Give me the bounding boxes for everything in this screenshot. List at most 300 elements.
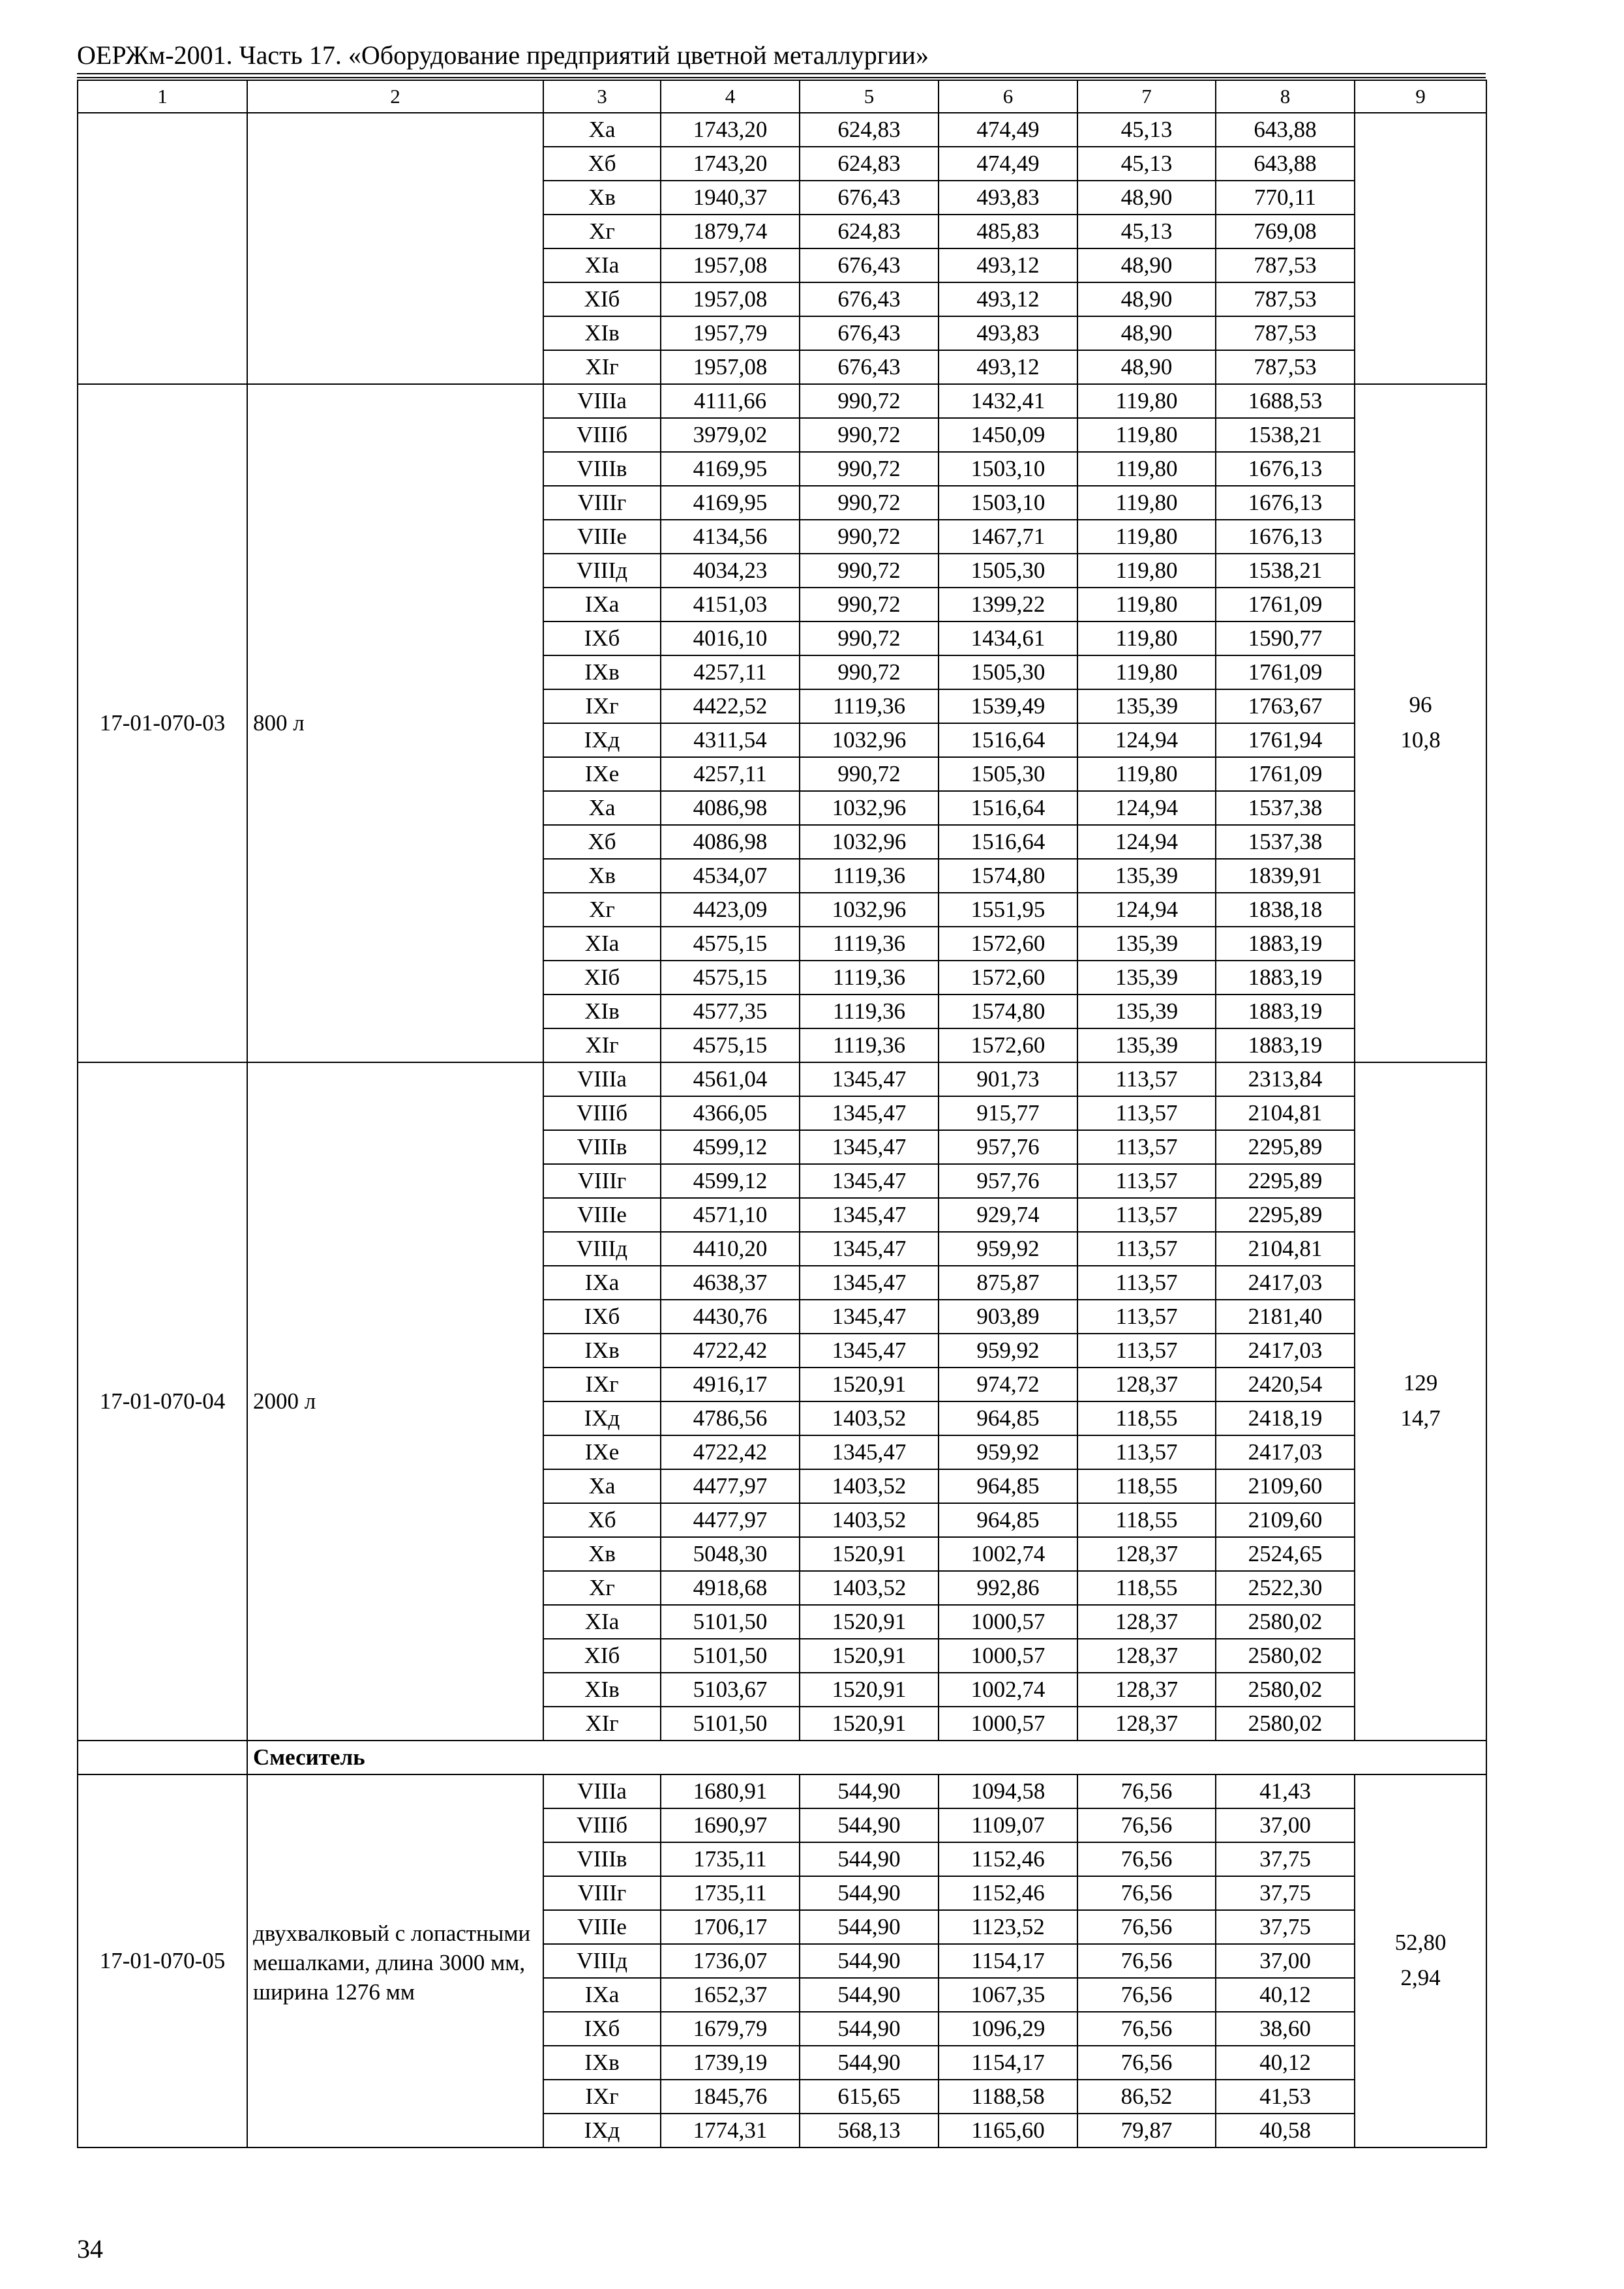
machinists-wage-cell: 124,94 bbox=[1077, 723, 1216, 757]
labor-cost-cell: 1032,96 bbox=[800, 893, 939, 927]
total-cost-cell: 4577,35 bbox=[661, 995, 800, 1028]
total-cost-cell: 4599,12 bbox=[661, 1130, 800, 1164]
machines-cost-cell: 1505,30 bbox=[939, 655, 1077, 689]
region-cell: IXв bbox=[543, 2046, 661, 2080]
machines-cost-cell: 485,83 bbox=[939, 215, 1077, 248]
materials-cost-cell: 37,75 bbox=[1216, 1842, 1355, 1876]
region-cell: VIIIa bbox=[543, 1774, 661, 1808]
machinists-wage-cell: 124,94 bbox=[1077, 893, 1216, 927]
column-number: 8 bbox=[1216, 80, 1355, 113]
machinists-wage-cell: 76,56 bbox=[1077, 1774, 1216, 1808]
labor-cost-cell: 1345,47 bbox=[800, 1096, 939, 1130]
region-cell: IXд bbox=[543, 2114, 661, 2147]
machinists-wage-cell: 119,80 bbox=[1077, 757, 1216, 791]
materials-cost-cell: 2104,81 bbox=[1216, 1232, 1355, 1266]
machines-cost-cell: 1000,57 bbox=[939, 1639, 1077, 1673]
materials-cost-cell: 770,11 bbox=[1216, 181, 1355, 215]
machines-cost-cell: 1516,64 bbox=[939, 723, 1077, 757]
materials-cost-cell: 1537,38 bbox=[1216, 825, 1355, 859]
total-cost-cell: 4086,98 bbox=[661, 825, 800, 859]
labor-cost-cell: 676,43 bbox=[800, 248, 939, 282]
machinists-wage-cell: 113,57 bbox=[1077, 1435, 1216, 1469]
machinists-wage-cell: 113,57 bbox=[1077, 1232, 1216, 1266]
total-cost-cell: 4575,15 bbox=[661, 1028, 800, 1062]
machines-cost-cell: 1154,17 bbox=[939, 2046, 1077, 2080]
labor-cost-cell: 1345,47 bbox=[800, 1266, 939, 1300]
materials-cost-cell: 2580,02 bbox=[1216, 1605, 1355, 1639]
machines-cost-cell: 957,76 bbox=[939, 1130, 1077, 1164]
item-description-cell: 800 л bbox=[247, 384, 543, 1062]
region-cell: VIIIe bbox=[543, 520, 661, 554]
region-cell: IXв bbox=[543, 1334, 661, 1368]
total-cost-cell: 1690,97 bbox=[661, 1808, 800, 1842]
total-cost-cell: 1957,79 bbox=[661, 316, 800, 350]
region-cell: IXв bbox=[543, 655, 661, 689]
item-description-cell: 2000 л bbox=[247, 1062, 543, 1741]
region-cell: VIIIб bbox=[543, 1096, 661, 1130]
total-cost-cell: 4575,15 bbox=[661, 961, 800, 995]
materials-cost-cell: 769,08 bbox=[1216, 215, 1355, 248]
column-number: 5 bbox=[800, 80, 939, 113]
labor-cost-cell: 1119,36 bbox=[800, 689, 939, 723]
region-cell: VIIIб bbox=[543, 418, 661, 452]
total-cost-cell: 1735,11 bbox=[661, 1876, 800, 1910]
machinists-wage-cell: 119,80 bbox=[1077, 588, 1216, 621]
labor-hours-cell bbox=[1355, 1062, 1486, 1741]
machinists-wage-cell: 76,56 bbox=[1077, 2046, 1216, 2080]
materials-cost-cell: 37,75 bbox=[1216, 1876, 1355, 1910]
labor-cost-cell: 1520,91 bbox=[800, 1368, 939, 1401]
region-cell: XIв bbox=[543, 316, 661, 350]
labor-cost-cell: 544,90 bbox=[800, 1808, 939, 1842]
labor-cost-cell: 1520,91 bbox=[800, 1673, 939, 1707]
machines-cost-cell: 1467,71 bbox=[939, 520, 1077, 554]
materials-cost-cell: 40,58 bbox=[1216, 2114, 1355, 2147]
labor-cost-cell: 1345,47 bbox=[800, 1300, 939, 1334]
machinists-wage-cell: 48,90 bbox=[1077, 248, 1216, 282]
region-cell: XIг bbox=[543, 350, 661, 384]
materials-cost-cell: 2295,89 bbox=[1216, 1130, 1355, 1164]
labor-cost-cell: 1520,91 bbox=[800, 1707, 939, 1741]
materials-cost-cell: 2524,65 bbox=[1216, 1537, 1355, 1571]
machinists-wage-cell: 118,55 bbox=[1077, 1401, 1216, 1435]
machines-cost-cell: 1002,74 bbox=[939, 1537, 1077, 1571]
machinists-wage-cell: 45,13 bbox=[1077, 215, 1216, 248]
labor-cost-cell: 1032,96 bbox=[800, 723, 939, 757]
labor-cost-cell: 1403,52 bbox=[800, 1571, 939, 1605]
machinists-wage-cell: 76,56 bbox=[1077, 1944, 1216, 1978]
machinists-wage-cell: 76,56 bbox=[1077, 1876, 1216, 1910]
machines-cost-cell: 915,77 bbox=[939, 1096, 1077, 1130]
region-cell: VIIIe bbox=[543, 1910, 661, 1944]
labor-hours-cell bbox=[1355, 384, 1486, 1062]
machinists-wage-cell: 135,39 bbox=[1077, 961, 1216, 995]
total-cost-cell: 1940,37 bbox=[661, 181, 800, 215]
region-cell: XIг bbox=[543, 1707, 661, 1741]
machines-cost-cell: 1450,09 bbox=[939, 418, 1077, 452]
labor-cost-cell: 1403,52 bbox=[800, 1503, 939, 1537]
labor-cost-cell: 1345,47 bbox=[800, 1130, 939, 1164]
region-cell: VIIIд bbox=[543, 1944, 661, 1978]
labor-cost-cell: 1032,96 bbox=[800, 825, 939, 859]
labor-cost-cell: 544,90 bbox=[800, 1774, 939, 1808]
labor-cost-cell: 544,90 bbox=[800, 2046, 939, 2080]
total-cost-cell: 5103,67 bbox=[661, 1673, 800, 1707]
region-cell: Xг bbox=[543, 215, 661, 248]
column-number: 1 bbox=[78, 80, 247, 113]
machines-cost-cell: 1503,10 bbox=[939, 452, 1077, 486]
machinists-wage-cell: 86,52 bbox=[1077, 2080, 1216, 2114]
machinists-wage-cell: 76,56 bbox=[1077, 1808, 1216, 1842]
materials-cost-cell: 41,43 bbox=[1216, 1774, 1355, 1808]
materials-cost-cell: 787,53 bbox=[1216, 316, 1355, 350]
labor-cost-cell: 1032,96 bbox=[800, 791, 939, 825]
machinists-wage-cell: 113,57 bbox=[1077, 1062, 1216, 1096]
machines-cost-cell: 1152,46 bbox=[939, 1876, 1077, 1910]
materials-cost-cell: 37,00 bbox=[1216, 1944, 1355, 1978]
labor-cost-cell: 544,90 bbox=[800, 1876, 939, 1910]
labor-cost-cell: 1403,52 bbox=[800, 1401, 939, 1435]
machines-cost-cell: 1096,29 bbox=[939, 2012, 1077, 2046]
machinists-wage-cell: 118,55 bbox=[1077, 1503, 1216, 1537]
materials-cost-cell: 787,53 bbox=[1216, 282, 1355, 316]
labor-cost-cell: 990,72 bbox=[800, 621, 939, 655]
region-cell: XIг bbox=[543, 1028, 661, 1062]
labor-cost-cell: 1119,36 bbox=[800, 995, 939, 1028]
total-cost-cell: 4311,54 bbox=[661, 723, 800, 757]
labor-cost-cell: 1345,47 bbox=[800, 1334, 939, 1368]
total-cost-cell: 4422,52 bbox=[661, 689, 800, 723]
materials-cost-cell: 787,53 bbox=[1216, 248, 1355, 282]
machines-cost-cell: 474,49 bbox=[939, 113, 1077, 147]
machines-cost-cell: 1572,60 bbox=[939, 961, 1077, 995]
materials-cost-cell: 1676,13 bbox=[1216, 486, 1355, 520]
machinists-wage-cell: 76,56 bbox=[1077, 1978, 1216, 2012]
region-cell: VIIIг bbox=[543, 1164, 661, 1198]
total-cost-cell: 3979,02 bbox=[661, 418, 800, 452]
region-cell: Xб bbox=[543, 1503, 661, 1537]
materials-cost-cell: 41,53 bbox=[1216, 2080, 1355, 2114]
total-cost-cell: 1879,74 bbox=[661, 215, 800, 248]
materials-cost-cell: 1676,13 bbox=[1216, 452, 1355, 486]
header-rule-bottom bbox=[77, 77, 1486, 78]
labor-cost-cell: 1345,47 bbox=[800, 1164, 939, 1198]
materials-cost-cell: 1537,38 bbox=[1216, 791, 1355, 825]
region-cell: XIв bbox=[543, 1673, 661, 1707]
materials-cost-cell: 2417,03 bbox=[1216, 1435, 1355, 1469]
labor-hours-value: 129 bbox=[1403, 1370, 1438, 1396]
region-cell: Xб bbox=[543, 147, 661, 181]
region-cell: IXe bbox=[543, 1435, 661, 1469]
region-cell: XIб bbox=[543, 282, 661, 316]
labor-hours-value: 52,80 bbox=[1394, 1930, 1447, 1955]
materials-cost-cell: 2580,02 bbox=[1216, 1639, 1355, 1673]
total-cost-cell: 4169,95 bbox=[661, 452, 800, 486]
total-cost-cell: 4638,37 bbox=[661, 1266, 800, 1300]
machinists-wage-cell: 45,13 bbox=[1077, 147, 1216, 181]
section-empty-cell bbox=[78, 1741, 247, 1774]
total-cost-cell: 4257,11 bbox=[661, 757, 800, 791]
machines-cost-cell: 1188,58 bbox=[939, 2080, 1077, 2114]
region-cell: IXд bbox=[543, 723, 661, 757]
total-cost-cell: 4575,15 bbox=[661, 927, 800, 961]
machines-cost-cell: 901,73 bbox=[939, 1062, 1077, 1096]
machines-cost-cell: 1000,57 bbox=[939, 1605, 1077, 1639]
column-number: 2 bbox=[247, 80, 543, 113]
labor-cost-cell: 1520,91 bbox=[800, 1537, 939, 1571]
machines-cost-cell: 1551,95 bbox=[939, 893, 1077, 927]
materials-cost-cell: 37,00 bbox=[1216, 1808, 1355, 1842]
machines-cost-cell: 959,92 bbox=[939, 1334, 1077, 1368]
materials-cost-cell: 1761,94 bbox=[1216, 723, 1355, 757]
machinists-wage-cell: 128,37 bbox=[1077, 1537, 1216, 1571]
machines-cost-cell: 1505,30 bbox=[939, 757, 1077, 791]
materials-cost-cell: 1763,67 bbox=[1216, 689, 1355, 723]
region-cell: IXд bbox=[543, 1401, 661, 1435]
labor-hours-value: 96 bbox=[1409, 692, 1432, 717]
labor-cost-cell: 990,72 bbox=[800, 588, 939, 621]
region-cell: Xa bbox=[543, 113, 661, 147]
materials-cost-cell: 2295,89 bbox=[1216, 1198, 1355, 1232]
machines-cost-cell: 964,85 bbox=[939, 1401, 1077, 1435]
materials-cost-cell: 2580,02 bbox=[1216, 1707, 1355, 1741]
machinists-wage-cell: 135,39 bbox=[1077, 995, 1216, 1028]
region-cell: IXa bbox=[543, 588, 661, 621]
total-cost-cell: 4410,20 bbox=[661, 1232, 800, 1266]
materials-cost-cell: 1688,53 bbox=[1216, 384, 1355, 418]
machines-cost-cell: 493,12 bbox=[939, 248, 1077, 282]
total-cost-cell: 4034,23 bbox=[661, 554, 800, 588]
total-cost-cell: 4534,07 bbox=[661, 859, 800, 893]
materials-cost-cell: 2109,60 bbox=[1216, 1503, 1355, 1537]
machines-cost-cell: 493,83 bbox=[939, 181, 1077, 215]
total-cost-cell: 4111,66 bbox=[661, 384, 800, 418]
region-cell: XIa bbox=[543, 1605, 661, 1639]
machines-cost-cell: 1165,60 bbox=[939, 2114, 1077, 2147]
machinists-wage-cell: 45,13 bbox=[1077, 113, 1216, 147]
total-cost-cell: 4134,56 bbox=[661, 520, 800, 554]
labor-cost-cell: 1403,52 bbox=[800, 1469, 939, 1503]
labor-cost-cell: 1345,47 bbox=[800, 1198, 939, 1232]
labor-cost-cell: 615,65 bbox=[800, 2080, 939, 2114]
labor-cost-cell: 1345,47 bbox=[800, 1232, 939, 1266]
region-cell: Xв bbox=[543, 859, 661, 893]
region-cell: Xa bbox=[543, 791, 661, 825]
materials-cost-cell: 2417,03 bbox=[1216, 1334, 1355, 1368]
materials-cost-cell: 1761,09 bbox=[1216, 655, 1355, 689]
total-cost-cell: 4722,42 bbox=[661, 1435, 800, 1469]
total-cost-cell: 1845,76 bbox=[661, 2080, 800, 2114]
total-cost-cell: 5101,50 bbox=[661, 1605, 800, 1639]
item-code-cell: 17-01-070-05 bbox=[78, 1774, 247, 2147]
header-rule-top bbox=[77, 73, 1486, 74]
machines-cost-cell: 974,72 bbox=[939, 1368, 1077, 1401]
total-cost-cell: 4599,12 bbox=[661, 1164, 800, 1198]
materials-cost-cell: 1883,19 bbox=[1216, 995, 1355, 1028]
labor-cost-cell: 676,43 bbox=[800, 181, 939, 215]
machinists-wage-cell: 128,37 bbox=[1077, 1639, 1216, 1673]
machines-cost-cell: 964,85 bbox=[939, 1469, 1077, 1503]
materials-cost-cell: 643,88 bbox=[1216, 147, 1355, 181]
machines-cost-cell: 1574,80 bbox=[939, 995, 1077, 1028]
materials-cost-cell: 2295,89 bbox=[1216, 1164, 1355, 1198]
machinists-wage-cell: 48,90 bbox=[1077, 316, 1216, 350]
machinists-wage-cell: 113,57 bbox=[1077, 1334, 1216, 1368]
labor-cost-cell: 1345,47 bbox=[800, 1062, 939, 1096]
total-cost-cell: 1957,08 bbox=[661, 248, 800, 282]
machines-cost-cell: 474,49 bbox=[939, 147, 1077, 181]
machinists-wage-cell: 48,90 bbox=[1077, 350, 1216, 384]
total-cost-cell: 4722,42 bbox=[661, 1334, 800, 1368]
column-number: 7 bbox=[1077, 80, 1216, 113]
labor-cost-cell: 990,72 bbox=[800, 486, 939, 520]
machinists-wage-cell: 119,80 bbox=[1077, 452, 1216, 486]
region-cell: VIIIб bbox=[543, 1808, 661, 1842]
total-cost-cell: 4477,97 bbox=[661, 1469, 800, 1503]
region-cell: Xг bbox=[543, 893, 661, 927]
column-number: 9 bbox=[1355, 80, 1486, 113]
region-cell: Xг bbox=[543, 1571, 661, 1605]
labor-hours-value: 10,8 bbox=[1400, 727, 1441, 753]
labor-cost-cell: 544,90 bbox=[800, 1944, 939, 1978]
machinists-wage-cell: 113,57 bbox=[1077, 1096, 1216, 1130]
table-row bbox=[78, 384, 1486, 418]
machinists-wage-cell: 135,39 bbox=[1077, 859, 1216, 893]
region-cell: VIIIд bbox=[543, 554, 661, 588]
labor-cost-cell: 544,90 bbox=[800, 1910, 939, 1944]
labor-cost-cell: 990,72 bbox=[800, 520, 939, 554]
machinists-wage-cell: 113,57 bbox=[1077, 1266, 1216, 1300]
table-row bbox=[78, 113, 1486, 147]
materials-cost-cell: 1590,77 bbox=[1216, 621, 1355, 655]
machinists-wage-cell: 119,80 bbox=[1077, 655, 1216, 689]
labor-cost-cell: 990,72 bbox=[800, 384, 939, 418]
region-cell: VIIIг bbox=[543, 1876, 661, 1910]
materials-cost-cell: 787,53 bbox=[1216, 350, 1355, 384]
materials-cost-cell: 1538,21 bbox=[1216, 418, 1355, 452]
machinists-wage-cell: 128,37 bbox=[1077, 1605, 1216, 1639]
labor-cost-cell: 624,83 bbox=[800, 215, 939, 248]
labor-hours-value: 14,7 bbox=[1400, 1405, 1441, 1431]
item-code-cell: 17-01-070-03 bbox=[78, 384, 247, 1062]
machinists-wage-cell: 76,56 bbox=[1077, 1842, 1216, 1876]
machines-cost-cell: 959,92 bbox=[939, 1232, 1077, 1266]
materials-cost-cell: 1883,19 bbox=[1216, 1028, 1355, 1062]
materials-cost-cell: 38,60 bbox=[1216, 2012, 1355, 2046]
machines-cost-cell: 1000,57 bbox=[939, 1707, 1077, 1741]
labor-cost-cell: 676,43 bbox=[800, 350, 939, 384]
region-cell: XIб bbox=[543, 1639, 661, 1673]
column-number-row bbox=[78, 80, 1486, 113]
table-row bbox=[78, 1062, 1486, 1096]
labor-cost-cell: 1119,36 bbox=[800, 859, 939, 893]
total-cost-cell: 1743,20 bbox=[661, 147, 800, 181]
materials-cost-cell: 2418,19 bbox=[1216, 1401, 1355, 1435]
materials-cost-cell: 1538,21 bbox=[1216, 554, 1355, 588]
machinists-wage-cell: 135,39 bbox=[1077, 1028, 1216, 1062]
page-header-title: ОЕРЖм-2001. Часть 17. «Оборудование предприятий цветной металлургии» bbox=[77, 40, 929, 70]
region-cell: VIIIв bbox=[543, 452, 661, 486]
machinists-wage-cell: 119,80 bbox=[1077, 384, 1216, 418]
machines-cost-cell: 903,89 bbox=[939, 1300, 1077, 1334]
machinists-wage-cell: 113,57 bbox=[1077, 1164, 1216, 1198]
labor-cost-cell: 1119,36 bbox=[800, 961, 939, 995]
machinists-wage-cell: 48,90 bbox=[1077, 181, 1216, 215]
labor-hours-value: 2,94 bbox=[1400, 1965, 1441, 1990]
machines-cost-cell: 959,92 bbox=[939, 1435, 1077, 1469]
section-title: Смеситель bbox=[247, 1741, 1486, 1774]
labor-cost-cell: 1119,36 bbox=[800, 927, 939, 961]
region-cell: Xв bbox=[543, 1537, 661, 1571]
total-cost-cell: 1957,08 bbox=[661, 282, 800, 316]
machinists-wage-cell: 113,57 bbox=[1077, 1130, 1216, 1164]
column-number: 4 bbox=[661, 80, 800, 113]
materials-cost-cell: 37,75 bbox=[1216, 1910, 1355, 1944]
labor-cost-cell: 1345,47 bbox=[800, 1435, 939, 1469]
total-cost-cell: 1739,19 bbox=[661, 2046, 800, 2080]
item-description-cell bbox=[247, 113, 543, 384]
labor-cost-cell: 990,72 bbox=[800, 757, 939, 791]
region-cell: VIIIв bbox=[543, 1130, 661, 1164]
column-number: 6 bbox=[939, 80, 1077, 113]
labor-cost-cell: 624,83 bbox=[800, 113, 939, 147]
machines-cost-cell: 1505,30 bbox=[939, 554, 1077, 588]
total-cost-cell: 4151,03 bbox=[661, 588, 800, 621]
region-cell: IXб bbox=[543, 2012, 661, 2046]
materials-cost-cell: 1839,91 bbox=[1216, 859, 1355, 893]
total-cost-cell: 4916,17 bbox=[661, 1368, 800, 1401]
machines-cost-cell: 1399,22 bbox=[939, 588, 1077, 621]
total-cost-cell: 4257,11 bbox=[661, 655, 800, 689]
machines-cost-cell: 1109,07 bbox=[939, 1808, 1077, 1842]
region-cell: IXб bbox=[543, 1300, 661, 1334]
prices-table bbox=[77, 80, 1487, 2148]
total-cost-cell: 1957,08 bbox=[661, 350, 800, 384]
machines-cost-cell: 929,74 bbox=[939, 1198, 1077, 1232]
region-cell: Xб bbox=[543, 825, 661, 859]
materials-cost-cell: 1676,13 bbox=[1216, 520, 1355, 554]
total-cost-cell: 4430,76 bbox=[661, 1300, 800, 1334]
machinists-wage-cell: 76,56 bbox=[1077, 2012, 1216, 2046]
item-code-cell: 17-01-070-04 bbox=[78, 1062, 247, 1741]
materials-cost-cell: 2104,81 bbox=[1216, 1096, 1355, 1130]
section-header-row bbox=[78, 1741, 1486, 1774]
total-cost-cell: 4571,10 bbox=[661, 1198, 800, 1232]
machinists-wage-cell: 119,80 bbox=[1077, 554, 1216, 588]
machinists-wage-cell: 113,57 bbox=[1077, 1198, 1216, 1232]
materials-cost-cell: 643,88 bbox=[1216, 113, 1355, 147]
machines-cost-cell: 1123,52 bbox=[939, 1910, 1077, 1944]
labor-cost-cell: 568,13 bbox=[800, 2114, 939, 2147]
machines-cost-cell: 964,85 bbox=[939, 1503, 1077, 1537]
machines-cost-cell: 1154,17 bbox=[939, 1944, 1077, 1978]
machinists-wage-cell: 119,80 bbox=[1077, 520, 1216, 554]
labor-cost-cell: 990,72 bbox=[800, 655, 939, 689]
materials-cost-cell: 2109,60 bbox=[1216, 1469, 1355, 1503]
region-cell: XIв bbox=[543, 995, 661, 1028]
materials-cost-cell: 2181,40 bbox=[1216, 1300, 1355, 1334]
total-cost-cell: 4366,05 bbox=[661, 1096, 800, 1130]
labor-cost-cell: 544,90 bbox=[800, 1978, 939, 2012]
machines-cost-cell: 1574,80 bbox=[939, 859, 1077, 893]
total-cost-cell: 4169,95 bbox=[661, 486, 800, 520]
region-cell: VIIIг bbox=[543, 486, 661, 520]
machines-cost-cell: 493,12 bbox=[939, 282, 1077, 316]
materials-cost-cell: 1838,18 bbox=[1216, 893, 1355, 927]
materials-cost-cell: 2522,30 bbox=[1216, 1571, 1355, 1605]
machines-cost-cell: 1094,58 bbox=[939, 1774, 1077, 1808]
labor-cost-cell: 1119,36 bbox=[800, 1028, 939, 1062]
